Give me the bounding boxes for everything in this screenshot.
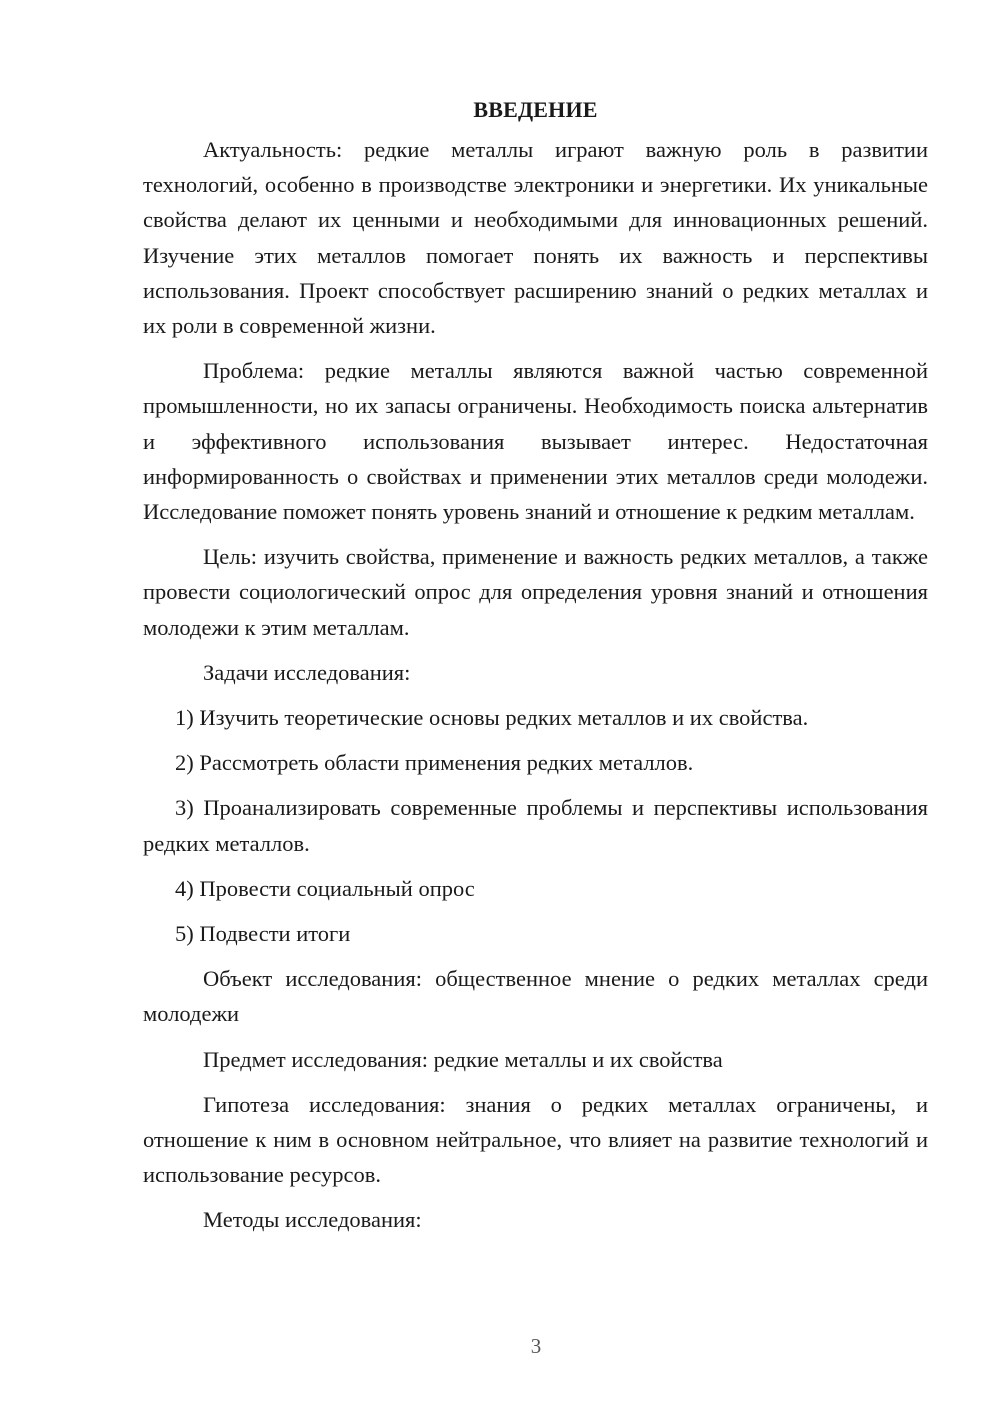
subject-paragraph: Предмет исследования: редкие металлы и их свойства [203, 1046, 723, 1072]
task-item: 2) Рассмотреть области применения редких металлов. [175, 750, 694, 776]
tasks-heading: Задачи исследования: [203, 659, 411, 685]
hypothesis-paragraph: Гипотеза исследования: знания о редких металлах ограничены, и отношение к ним в основном нейтральное, что влияет на развитие технологий и использование ресурсов. [143, 1091, 928, 1188]
relevance-paragraph: Актуальность: редкие металлы играют важную роль в развитии технологий, особенно в производстве электроники и энергетики. Их уникальные свойства делают их ценными и необходимыми для инновационных решений. Изучение этих металлов помогает понять их важность и перспективы использования. Проект способствует расширению знаний о редких металлах и их роли в современной жизни. [143, 137, 928, 339]
page-number: 3 [530, 1334, 542, 1358]
task-item: 3) Проанализировать современные проблемы и перспективы использования редких металлов. [143, 795, 928, 856]
task-item: 5) Подвести итоги [175, 921, 351, 947]
methods-heading: Методы исследования: [203, 1207, 422, 1233]
object-paragraph: Объект исследования: общественное мнение о редких металлах среди молодежи [143, 966, 928, 1027]
task-item: 4) Провести социальный опрос [175, 875, 475, 901]
document-page [143, 92, 928, 1248]
section-title: ВВЕДЕНИЕ [473, 97, 598, 122]
goal-paragraph: Цель: изучить свойства, применение и важность редких металлов, а также провести социологический опрос для определения уровня знаний и отношения молодежи к этим металлам. [143, 544, 928, 640]
problem-paragraph: Проблема: редкие металлы являются важной частью современной промышленности, но их запасы ограничены. Необходимость поиска альтернатив и эффективного использования вызывает интерес. Недостаточная информированность о свойствах и применении этих металлов среди молодежи. Исследование поможет понять уровень знаний и отношение к редким металлам. [143, 358, 928, 525]
task-item: 1) Изучить теоретические основы редких металлов и их свойства. [175, 705, 809, 731]
